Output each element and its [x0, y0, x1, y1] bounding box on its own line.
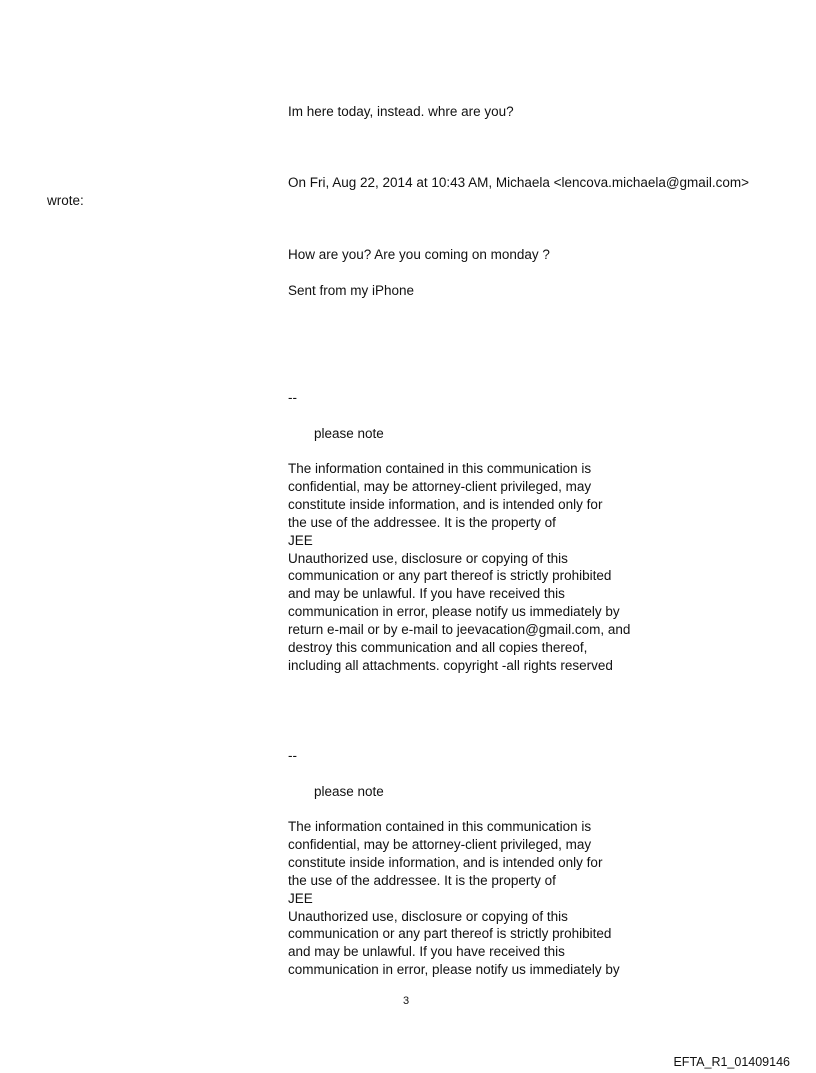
notice-line: JEE [288, 890, 313, 906]
notice-line: communication in error, please notify us immediately by [288, 604, 620, 620]
notice-line: confidential, may be attorney-client privileged, may [288, 836, 592, 852]
quoted-signature: Sent from my iPhone [288, 283, 415, 298]
notice-line: and may be unlawful. If you have received this [288, 586, 565, 602]
notice-line: destroy this communication and all copies thereof, [288, 640, 588, 656]
page-number: 3 [403, 995, 410, 1007]
notice-line: Unauthorized use, disclosure or copying of this [288, 908, 568, 924]
signature-separator: -- [288, 748, 297, 763]
notice-line: return e-mail or by e-mail to jeevacation@gmail.com, and [288, 622, 631, 638]
reply-text: Im here today, instead. whre are you? [288, 104, 514, 119]
quote-header-wrote: wrote: [47, 193, 84, 208]
notice-line: The information contained in this communication is [288, 819, 592, 834]
quote-header: On Fri, Aug 22, 2014 at 10:43 AM, Michaela <lencova.michaela@gmail.com> [288, 175, 749, 190]
notice-line: communication or any part thereof is strictly prohibited [288, 926, 612, 942]
notice-line: the use of the addressee. It is the property of [288, 514, 556, 530]
notice-line: Unauthorized use, disclosure or copying of this [288, 550, 568, 566]
notice-line: and may be unlawful. If you have received this [288, 944, 565, 960]
notice-line: constitute inside information, and is intended only for [288, 854, 603, 870]
notice-line: the use of the addressee. It is the property of [288, 872, 556, 888]
note-heading: please note [314, 426, 384, 441]
quoted-message: How are you? Are you coming on monday ? [288, 247, 550, 262]
document-id: EFTA_R1_01409146 [673, 1055, 790, 1069]
note-heading: please note [314, 784, 384, 799]
notice-line: constitute inside information, and is intended only for [288, 496, 603, 512]
confidentiality-notice [288, 460, 648, 675]
notice-line: confidential, may be attorney-client privileged, may [288, 478, 592, 494]
notice-line: JEE [288, 532, 313, 548]
notice-line: including all attachments. copyright -all rights reserved [288, 657, 613, 673]
notice-line: The information contained in this communication is [288, 461, 592, 476]
notice-line: communication or any part thereof is strictly prohibited [288, 568, 612, 584]
signature-separator: -- [288, 390, 297, 405]
confidentiality-notice [288, 818, 648, 979]
notice-line: communication in error, please notify us immediately by [288, 962, 620, 978]
